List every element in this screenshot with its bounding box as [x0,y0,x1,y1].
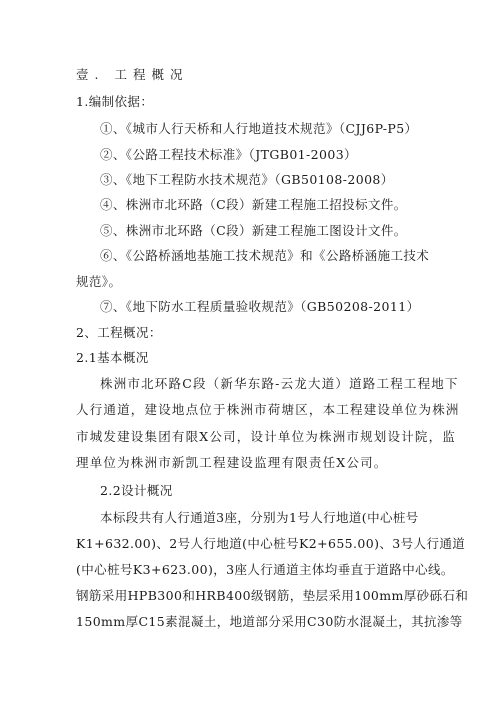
basis-item: ①、《城市人行天桥和人行地道技术规范》（CJJ6P-P5） [100,121,418,136]
basic-title: 2.1基本概况 [76,350,149,365]
paragraph-line: 150mm厚C15素混凝土，地道部分采用C30防水混凝土，其抗渗等 [76,614,463,629]
design-title: 2.2设计概况 [100,483,173,498]
paragraph-line: K1+632.00)、2号人行地道(中心桩号K2+655.00)、3号人行通道 [76,536,466,551]
paragraph-line: 本标段共有人行通道3座，分别为1号人行地道(中心桩号 [100,510,419,525]
basis-item: ⑦、《地下防水工程质量验收规范》（GB50208-2011） [100,299,420,314]
paragraph-line: 钢筋采用HPB300和HRB400级钢筋，垫层采用100mm厚砂砾石和 [76,588,469,603]
paragraph-line: 理单位为株洲市新凯工程建设监理有限责任X公司。 [76,455,388,470]
paragraph-line: 株洲市北环路C段（新华东路-云龙大道）道路工程工程地下 [100,376,459,391]
paragraph-line: 市城发建设集团有限X公司，设计单位为株洲市规划设计院，监 [76,429,457,444]
paragraph-line: (中心桩号K3+623.00)，3座人行通道主体均垂直于道路中心线。 [76,562,454,577]
basis-title: 1.编制依据： [76,94,154,109]
overview-title: 2、工程概况： [76,325,162,340]
basis-item: ②、《公路工程技术标准》（JTGB01-2003） [100,147,357,162]
basis-item: ④、株洲市北环路（C段）新建工程施工招投标文件。 [100,197,407,212]
basis-item-continued: 规范》。 [76,274,122,289]
paragraph-line: 人行通道，建设地点位于株洲市荷塘区，本工程建设单位为株洲 [76,402,460,417]
basis-item: ⑤、株洲市北环路（C段）新建工程施工图设计文件。 [100,223,407,238]
section-heading: 壹. 工程概况 [76,67,189,82]
basis-item: ⑥、《公路桥涵地基施工技术规范》和《公路桥涵施工技术 [100,248,430,263]
basis-item: ③、《地下工程防水技术规范》（GB50108-2008） [100,172,394,187]
